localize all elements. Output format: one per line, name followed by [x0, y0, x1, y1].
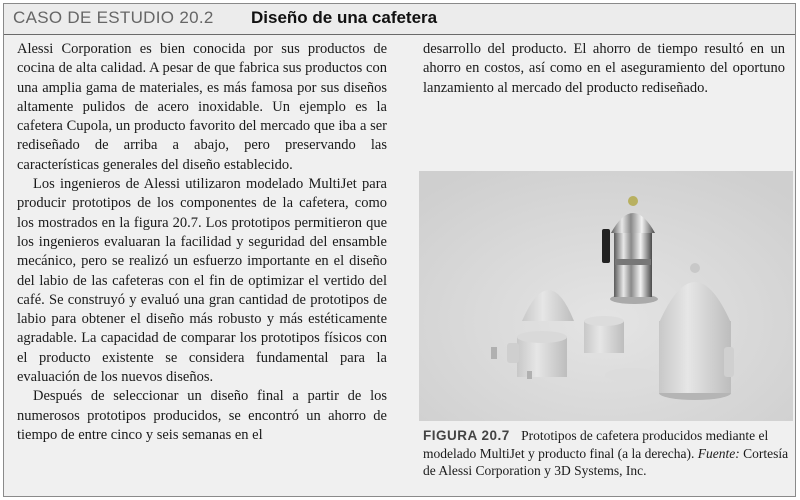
base-prototype: [605, 368, 657, 382]
lip-prototype: [491, 347, 497, 359]
paragraph: Alessi Corporation es bien conocida por sus productos de cocina de alta calidad. A pesar de que fabrica sus productos con una amplia gama de materiales, es más famosa por sus diseños altamente pulidos de acero inoxidable. Un ejemplo es la cafetera Cupola, un producto favorito del mercado que iba a ser rediseñado de arriba a abajo, pero preservando las características generales del diseño establecido.: [17, 41, 387, 173]
lip-prototype: [527, 371, 532, 379]
right-column: [423, 40, 785, 98]
left-column: [17, 40, 387, 445]
case-study-label: CASO DE ESTUDIO 20.2: [13, 8, 214, 27]
figure-source: Cortesía de Alessi Corporation y 3D Systems, Inc.: [423, 445, 789, 478]
paragraph: Los ingenieros de Alessi utilizaron modelado MultiJet para producir prototipos de los componentes de la cafetera, como los mostrados en la figura 20.7. Los prototipos permitieron que los ingenieros evaluaran la facilidad y seguridad del ensamble mecánico, pero se realizó un esfuerzo importante en el diseño del labio de las cafeteras con el fin de optimizar el vertido del café. Se construyó y evaluó una gran cantidad de prototipos de labio para obtener el diseño más robusto y más estéticamente agradable. La capacidad de comparar los prototipos físicos con el producto existente se considera fundamental para la evaluación de los nuevos diseños.: [17, 176, 387, 386]
coffee-maker-prototypes-illustration: [419, 171, 793, 421]
paragraph: desarrollo del producto. El ahorro de tiempo resultó en un ahorro en costos, así como en el aseguramiento del oportuno lanzamiento al mercado del producto rediseñado.: [423, 41, 785, 96]
figure-source-label: Fuente:: [697, 445, 740, 461]
figure-image: [419, 171, 793, 421]
paragraph: Después de seleccionar un diseño final a partir de los numerosos prototipos producidos, se encontró un ahorro de tiempo de entre cinco y seis semanas en el: [17, 388, 387, 443]
figure-label: FIGURA 20.7: [423, 428, 510, 443]
case-study-header: [4, 4, 795, 35]
figure-caption: [423, 427, 791, 480]
cylinder-prototype: [584, 316, 624, 353]
case-study-title: Diseño de una cafetera: [251, 8, 438, 27]
case-study-page: [3, 3, 796, 497]
figure-caption-text: Prototipos de cafetera producidos mediante el modelado MultiJet y producto final (a la derecha).: [423, 428, 769, 461]
